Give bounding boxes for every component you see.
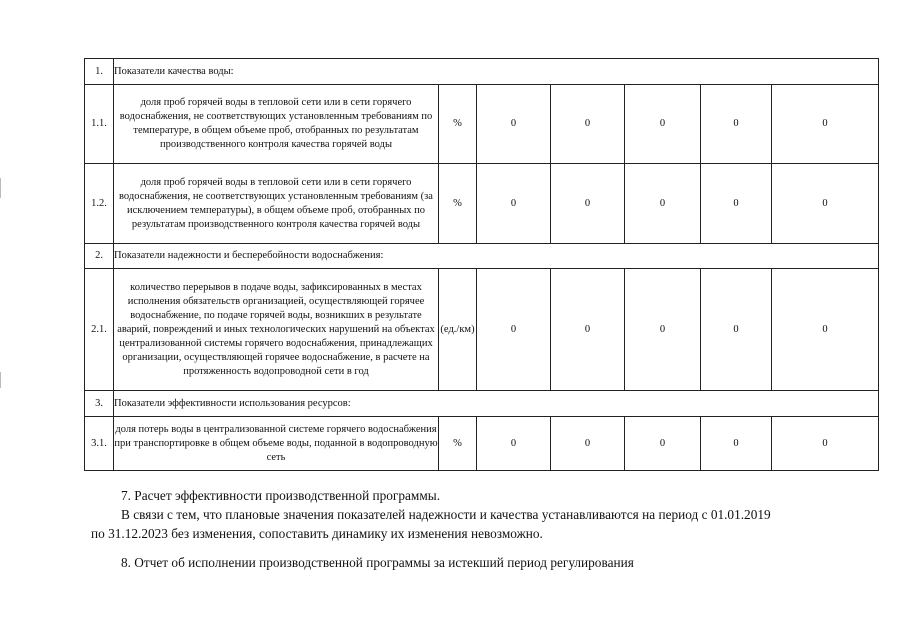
row-description: доля потерь воды в централизованной системе горячего водоснабжения при транспортировке в общем объеме воды, поданной в водопроводную сеть — [114, 417, 439, 471]
row-value: 0 — [477, 85, 551, 164]
row-value: 0 — [551, 417, 625, 471]
row-unit: % — [439, 417, 477, 471]
table-row — [85, 417, 879, 471]
table-row — [85, 164, 879, 244]
row-value: 0 — [772, 85, 879, 164]
section-row — [85, 59, 879, 85]
section-7-body-line-2: по 31.12.2023 без изменения, сопоставить динамику их изменения невозможно. — [91, 526, 543, 541]
row-value: 0 — [625, 269, 701, 391]
row-number: 1.2. — [85, 164, 114, 244]
row-number: 2.1. — [85, 269, 114, 391]
row-number: 1.1. — [85, 85, 114, 164]
row-value: 0 — [701, 164, 772, 244]
row-description: доля проб горячей воды в тепловой сети или в сети горячего водоснабжения, не соответствующих установленным требованиям по температуре, в общем объеме проб, отобранных по результатам производственного контроля качества горячей воды — [114, 85, 439, 164]
row-description: количество перерывов в подаче воды, зафиксированных в местах исполнения обязательств организацией, осуществляющей горячее водоснабжение, по подаче горячей воды, возникших в результате аварий, повреждений и иных технологических нарушений на объектах централизованной системы горячего водоснабжения, принадлежащих организации, осуществляющей горячее водоснабжение, в расчете на протяженность водопроводной сети в год — [114, 269, 439, 391]
row-value: 0 — [701, 417, 772, 471]
section-7-heading: 7. Расчет эффективности производственной программы. — [121, 488, 441, 503]
scan-edge-mark — [0, 372, 1, 388]
section-7-body-line-1: В связи с тем, что плановые значения показателей надежности и качества устанавливаются на период с 01.01.2019 — [121, 507, 771, 522]
section-8-heading: 8. Отчет об исполнении производственной программы за истекший период регулирования — [121, 555, 634, 570]
row-value: 0 — [551, 269, 625, 391]
section-row — [85, 244, 879, 269]
row-unit: (ед./км) — [439, 269, 477, 391]
section-row — [85, 391, 879, 417]
table-row — [85, 85, 879, 164]
row-value: 0 — [701, 85, 772, 164]
row-value: 0 — [551, 164, 625, 244]
section-number: 1. — [85, 59, 114, 85]
row-value: 0 — [772, 164, 879, 244]
row-value: 0 — [477, 417, 551, 471]
row-unit: % — [439, 164, 477, 244]
row-description: доля проб горячей воды в тепловой сети или в сети горячего водоснабжения, не соответствующих установленным требованиям (за исключением температуры), в общем объеме проб, отобранных по результатам производственного контроля качества горячей воды — [114, 164, 439, 244]
row-unit: % — [439, 85, 477, 164]
section-title: Показатели надежности и бесперебойности водоснабжения: — [114, 244, 879, 269]
row-value: 0 — [772, 417, 879, 471]
row-value: 0 — [625, 164, 701, 244]
row-value: 0 — [477, 269, 551, 391]
section-number: 2. — [85, 244, 114, 269]
row-number: 3.1. — [85, 417, 114, 471]
section-title: Показатели качества воды: — [114, 59, 879, 85]
row-value: 0 — [551, 85, 625, 164]
indicators-table — [84, 58, 879, 471]
row-value: 0 — [772, 269, 879, 391]
table-row — [85, 269, 879, 391]
scan-edge-mark — [0, 178, 1, 198]
row-value: 0 — [625, 417, 701, 471]
row-value: 0 — [625, 85, 701, 164]
row-value: 0 — [477, 164, 551, 244]
row-value: 0 — [701, 269, 772, 391]
section-title: Показатели эффективности использования ресурсов: — [114, 391, 879, 417]
section-number: 3. — [85, 391, 114, 417]
